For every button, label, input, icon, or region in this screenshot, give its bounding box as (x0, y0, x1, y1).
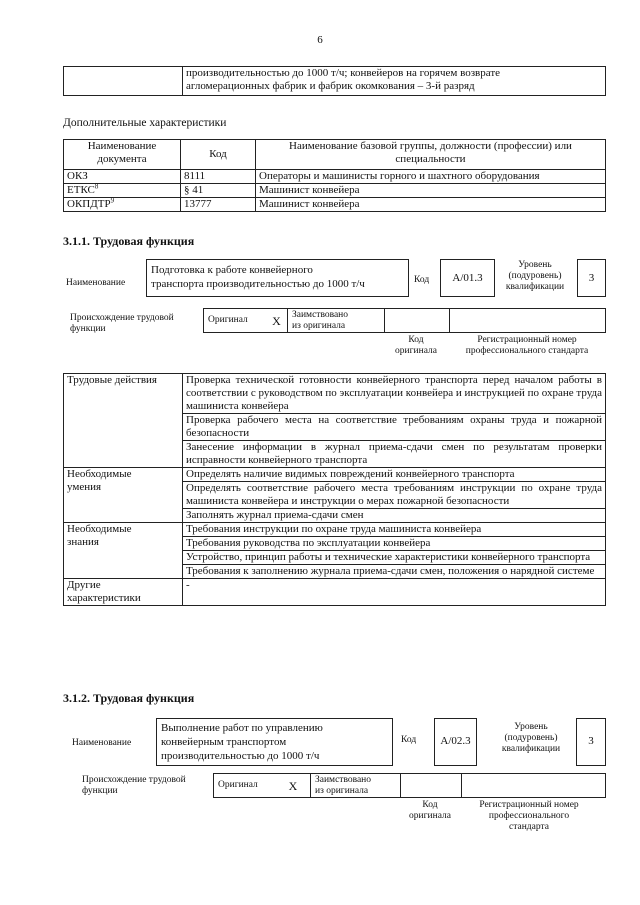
reg-number-caption-1: Регистрационный номер профессионального стандарта (465, 335, 589, 356)
table-row: ЕТКС$^8$ § 41 Машинист конвейера (64, 184, 606, 198)
list-item: Требования к заполнению журнала приема-сдачи смен, положения о нарядной системе (183, 565, 606, 579)
borrowed-label-2: Заимствовано из оригинала (311, 774, 401, 797)
actions-label: Трудовые действия (64, 374, 183, 468)
list-item: Проверка рабочего места на соответствие требованиям охраны труда и пожарной безопасности (183, 414, 606, 441)
code-original-cell-2 (401, 774, 462, 797)
other-label: Другие характеристики (64, 579, 183, 606)
continuation-text: производительностью до 1000 т/ч; конвейеров на горячем возврате агломерационных фабрик и фабрик окомкования – 3-й разряд (183, 67, 606, 96)
code-value-1: А/01.3 (440, 259, 495, 297)
table-row: ОКПДТР$^9$ 13777 Машинист конвейера (64, 198, 606, 212)
original-label-1: Оригинал (208, 315, 248, 325)
list-item: Определять наличие видимых повреждений конвейерного транспорта (183, 468, 606, 482)
code-original-caption-1: Код оригинала (395, 335, 437, 356)
reg-number-cell-2 (462, 774, 605, 797)
origin-row-2 (213, 773, 606, 798)
list-item: Требования инструкции по охране труда машиниста конвейера (183, 523, 606, 537)
list-item: Заполнять журнал приема-сдачи смен (183, 509, 606, 523)
level-label-2: Уровень (подуровень) квалификации (501, 722, 561, 754)
reg-number-cell-1 (450, 309, 605, 332)
page-number: 6 (317, 34, 323, 46)
origin-row-1 (203, 308, 606, 333)
function-details-table (63, 373, 606, 606)
additional-table (63, 139, 606, 212)
name-label-1: Наименование (66, 278, 126, 288)
function-name-2: Выполнение работ по управлению конвейерным транспортом производительностью до 1000 т/ч (156, 718, 393, 766)
name-label-2: Наименование (72, 738, 132, 748)
header-name: Наименование базовой группы, должности (профессии) или специальности (256, 140, 606, 170)
code-value-2: А/02.3 (434, 718, 477, 766)
origin-label-1: Происхождение трудовой функции (70, 313, 174, 334)
list-item: Требования руководства по эксплуатации конвейера (183, 537, 606, 551)
original-label-2: Оригинал (218, 780, 258, 790)
list-item: Определять соответствие рабочего места требованиям инструкции по охране труда машиниста конвейера и инструкции о мерах пожарной безопасности (183, 482, 606, 509)
section-title-1: 3.1.1. Трудовая функция (63, 234, 195, 248)
additional-title: Дополнительные характеристики (63, 117, 227, 129)
original-mark-2: X (276, 774, 311, 797)
origin-label-2: Происхождение трудовой функции (82, 775, 186, 796)
code-original-cell-1 (385, 309, 450, 332)
list-item: Устройство, принцип работы и технические характеристики конвейерного транспорта (183, 551, 606, 565)
level-label-1: Уровень (подуровень) квалификации (505, 260, 565, 292)
skills-label: Необходимые умения (64, 468, 183, 523)
table-row: ОКЗ 8111 Операторы и машинисты горного и шахтного оборудования (64, 170, 606, 184)
borrowed-label-1: Заимствовано из оригинала (288, 309, 385, 332)
function-name-1: Подготовка к работе конвейерного транспорта производительностью до 1000 т/ч (146, 259, 409, 297)
header-doc: Наименование документа (64, 140, 181, 170)
continuation-table (63, 66, 606, 96)
code-original-caption-2: Код оригинала (409, 800, 451, 821)
list-item: Занесение информации в журнал приема-сдачи смен по результатам проверки исправности конвейерного транспорта (183, 441, 606, 468)
reg-number-caption-2: Регистрационный номер профессионального стандарта (479, 800, 579, 832)
code-label-1: Код (414, 275, 430, 285)
knowledge-label: Необходимые знания (64, 523, 183, 579)
level-value-1: 3 (577, 259, 606, 297)
list-item: Проверка технической готовности конвейерного транспорта перед началом работы в соответствии с руководством по эксплуатации конвейера и инструкцией по охране труда машиниста конвейера (183, 374, 606, 414)
level-value-2: 3 (576, 718, 606, 766)
other-value: - (183, 579, 606, 606)
section-title-2: 3.1.2. Трудовая функция (63, 691, 195, 705)
original-mark-1: X (266, 309, 288, 332)
code-label-2: Код (401, 735, 417, 745)
header-code: Код (181, 140, 256, 170)
